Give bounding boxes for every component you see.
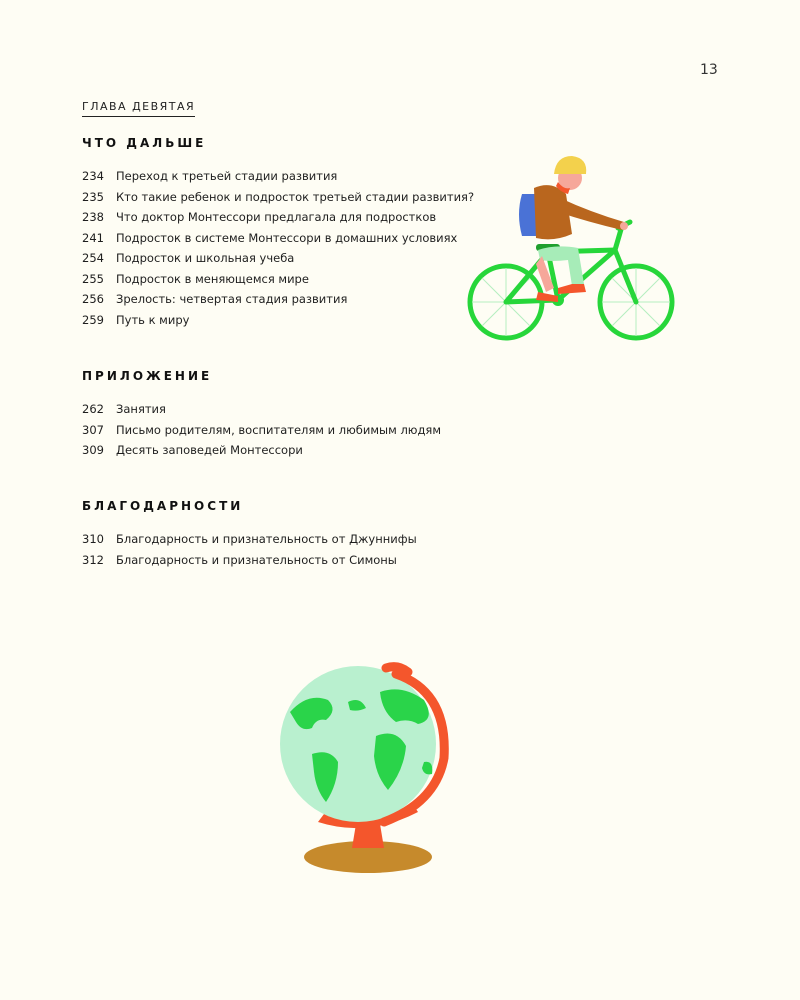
toc-entry-title: Благодарность и признательность от Джуннифы bbox=[116, 532, 417, 546]
globe-icon bbox=[280, 666, 444, 873]
toc-entry[interactable] bbox=[82, 550, 417, 571]
toc-section-next bbox=[82, 136, 474, 330]
toc-page-number: 241 bbox=[82, 230, 104, 245]
toc-entry-title: Путь к миру bbox=[116, 312, 190, 327]
toc-page-number: 235 bbox=[82, 189, 104, 204]
toc-page-number: 238 bbox=[82, 210, 104, 224]
toc-page-number: 262 bbox=[82, 402, 104, 416]
toc-entry-title: Переход к третьей стадии развития bbox=[116, 169, 338, 183]
toc-list bbox=[82, 529, 417, 570]
toc-list bbox=[82, 399, 441, 461]
toc-entry[interactable] bbox=[82, 269, 474, 290]
toc-page-number: 256 bbox=[82, 292, 104, 306]
toc-page-number: 307 bbox=[82, 422, 104, 437]
toc-entry-title: Занятия bbox=[116, 402, 166, 416]
toc-entry-title: Благодарность и признательность от Симоны bbox=[116, 552, 397, 567]
toc-entry-title: Десять заповедей Монтессори bbox=[116, 443, 303, 457]
toc-page-number: 312 bbox=[82, 552, 104, 567]
toc-entry[interactable] bbox=[82, 310, 474, 331]
toc-entry-title: Зрелость: четвертая стадия развития bbox=[116, 292, 348, 306]
toc-entry[interactable] bbox=[82, 248, 474, 269]
toc-page-number: 310 bbox=[82, 532, 104, 546]
toc-entry[interactable] bbox=[82, 399, 441, 420]
toc-list bbox=[82, 166, 474, 330]
toc-entry[interactable] bbox=[82, 420, 441, 441]
toc-section-acknowledgements bbox=[82, 499, 417, 570]
bicycle-icon bbox=[470, 222, 672, 338]
toc-entry-title: Кто такие ребенок и подросток третьей стадии развития? bbox=[116, 189, 475, 204]
toc-page-number: 255 bbox=[82, 271, 104, 286]
toc-entry[interactable] bbox=[82, 529, 417, 550]
toc-page-number: 234 bbox=[82, 169, 104, 183]
toc-page-number: 259 bbox=[82, 312, 104, 327]
page-number: 13 bbox=[700, 62, 718, 78]
section-title: БЛАГОДАРНОСТИ bbox=[82, 499, 244, 513]
toc-page-number: 254 bbox=[82, 251, 104, 265]
toc-entry[interactable] bbox=[82, 207, 474, 228]
chapter-label: ГЛАВА ДЕВЯТАЯ bbox=[82, 100, 195, 117]
toc-entry[interactable] bbox=[82, 289, 474, 310]
cyclist-illustration bbox=[460, 152, 690, 352]
toc-entry[interactable] bbox=[82, 166, 474, 187]
toc-entry[interactable] bbox=[82, 440, 441, 461]
toc-entry-title: Подросток в системе Монтессори в домашних условиях bbox=[116, 230, 458, 245]
toc-entry[interactable] bbox=[82, 228, 474, 249]
toc-section-appendix bbox=[82, 369, 441, 461]
toc-page-number: 309 bbox=[82, 443, 104, 457]
toc-entry-title: Подросток в меняющемся мире bbox=[116, 271, 309, 286]
toc-entry-title: Что доктор Монтессори предлагала для подростков bbox=[116, 210, 437, 224]
toc-entry[interactable] bbox=[82, 187, 474, 208]
toc-entry-title: Подросток и школьная учеба bbox=[116, 251, 295, 265]
toc-entry-title: Письмо родителям, воспитателям и любимым людям bbox=[116, 422, 442, 437]
section-title: ЧТО ДАЛЬШЕ bbox=[82, 136, 207, 150]
globe-illustration bbox=[268, 662, 468, 882]
section-title: ПРИЛОЖЕНИЕ bbox=[82, 369, 213, 383]
